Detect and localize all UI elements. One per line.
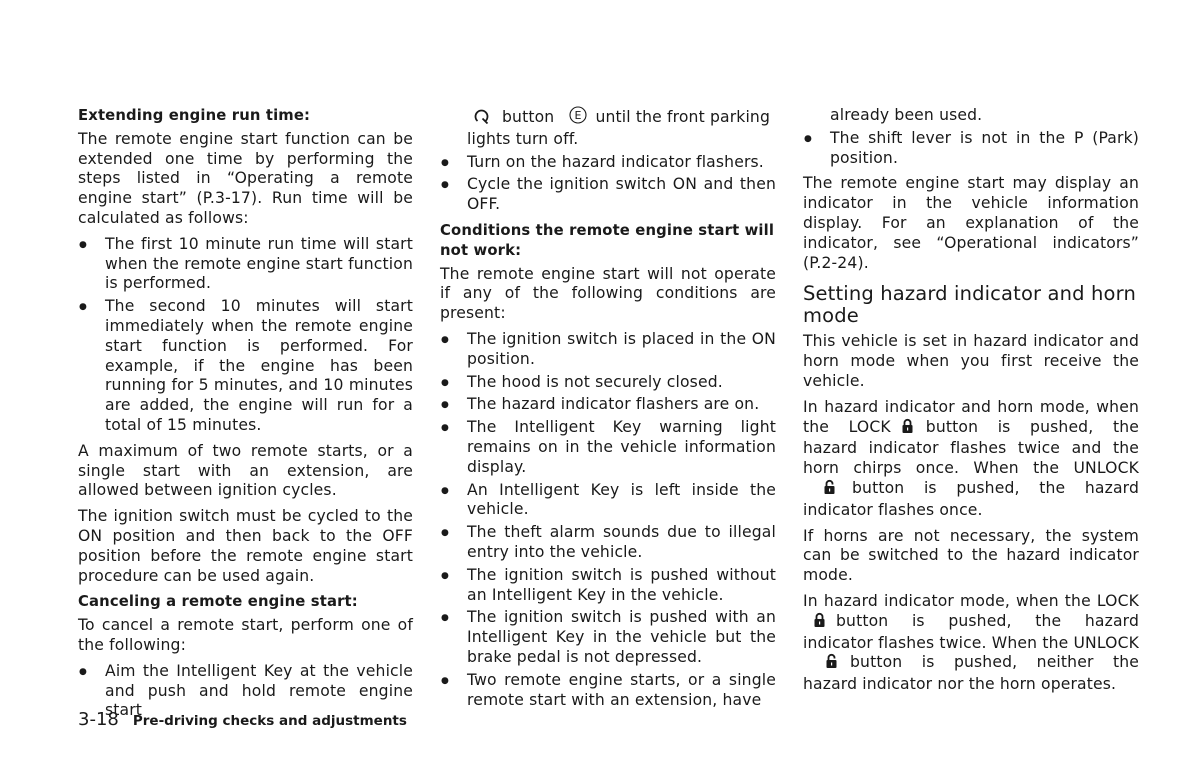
remote-start-icon — [473, 108, 490, 130]
page-number: 3-18 — [78, 709, 119, 730]
list-item: ● Turn on the hazard indicator flashers. — [440, 153, 776, 173]
paragraph: The remote engine start will not operate if any of the following conditions are present: — [440, 264, 776, 323]
bullet-list — [440, 330, 776, 710]
text-segment: button is pushed, the hazard indicator flashes twice. When the UNLOCK — [803, 611, 1139, 652]
list-item: ● The ignition switch is pushed with an Intelligent Key in the vehicle but the brake pedal is not depressed. — [440, 608, 776, 667]
paragraph: A maximum of two remote starts, or a single start with an extension, are allowed between ignition cycles. — [78, 441, 413, 500]
list-item: ● The ignition switch is pushed without an Intelligent Key in the vehicle. — [440, 566, 776, 606]
paragraph: The remote engine start may display an indicator in the vehicle information display. For an explanation of the indicator, see “Operational indicators” (P.2-24). — [803, 174, 1139, 272]
list-item: ● The first 10 minute run time will start when the remote engine start function is performed. — [78, 235, 413, 294]
continued-text: already been used. — [830, 106, 983, 124]
paragraph-lock-unlock — [803, 398, 1139, 521]
paragraph-lock-unlock — [803, 592, 1139, 695]
list-item: ● Aim the Intelligent Key at the vehicle and push and hold remote engine start — [78, 662, 413, 721]
unlock-icon — [823, 479, 836, 501]
list-item: ● The theft alarm sounds due to illegal entry into the vehicle. — [440, 523, 776, 563]
page-footer — [78, 709, 407, 730]
column-middle — [440, 106, 776, 716]
list-item: ● The shift lever is not in the P (Park) position. — [803, 129, 1139, 169]
heading-extending-run-time: Extending engine run time: — [78, 107, 311, 124]
text-segment: In hazard indicator mode, when the LOCK — [803, 591, 1139, 610]
paragraph: The remote engine start function can be extended one time by performing the steps listed in “Operating a remote engine start” (P.3-17). Run time will be calculated as follows: — [78, 129, 413, 227]
list-item: ● The hazard indicator flashers are on. — [440, 395, 776, 415]
column-left — [78, 106, 413, 727]
continued-sentence: until the front parking lights turn off. — [467, 108, 771, 148]
e-icon-letter: E — [574, 109, 583, 123]
text-segment: button is pushed, neither the hazard indicator nor the horn operates. — [803, 653, 1139, 694]
paragraph: To cancel a remote start, perform one of the following: — [78, 616, 413, 654]
text-segment: In hazard indicator and horn mode, when the LOCK — [803, 397, 1139, 436]
section-heading: Setting hazard indicator and horn mode — [803, 282, 1136, 328]
text-segment: button is pushed, the hazard indicator flashes once. — [803, 478, 1139, 519]
paragraph: This vehicle is set in hazard indicator and horn mode when you first receive the vehicle. — [803, 332, 1139, 390]
bullet-list — [803, 129, 1139, 169]
list-item: ● The hood is not securely closed. — [440, 373, 776, 393]
bullet-list — [78, 235, 413, 436]
heading-conditions: Conditions the remote engine start will not work: — [440, 221, 775, 259]
paragraph: If horns are not necessary, the system can be switched to the hazard indicator mode. — [803, 526, 1139, 585]
e-circle-icon — [569, 106, 587, 130]
heading-canceling-remote-start: Canceling a remote engine start: — [78, 593, 358, 611]
paragraph: The ignition switch must be cycled to the ON position and then back to the OFF position before the remote engine start procedure can be used again. — [78, 507, 413, 585]
section-title: Pre-driving checks and adjustments — [132, 713, 407, 729]
text-segment: button is pushed, the hazard indicator flashes twice and the horn chirps once. When the UNLOCK — [803, 417, 1139, 478]
column-right — [803, 106, 1139, 701]
list-item: ● An Intelligent Key is left inside the vehicle. — [440, 481, 776, 521]
list-item: ● The Intelligent Key warning light remains on in the vehicle information display. — [440, 418, 776, 477]
continued-text — [440, 106, 776, 150]
list-item: ● The ignition switch is placed in the ON position. — [440, 330, 776, 370]
bullet-list — [440, 153, 776, 215]
lock-icon — [901, 418, 914, 440]
list-item: ● Cycle the ignition switch ON and then OFF. — [440, 175, 776, 215]
lock-icon — [813, 612, 826, 634]
button-word: button — [502, 108, 555, 126]
list-item: ● Two remote engine starts, or a single remote start with an extension, have — [440, 671, 776, 711]
list-item: ● The second 10 minutes will start immediately when the remote engine start function is performed. For example, if the engine has been running for 5 minutes, and 10 minutes are added, the engine will run for a total of 15 minutes. — [78, 297, 413, 436]
unlock-icon — [825, 653, 838, 675]
